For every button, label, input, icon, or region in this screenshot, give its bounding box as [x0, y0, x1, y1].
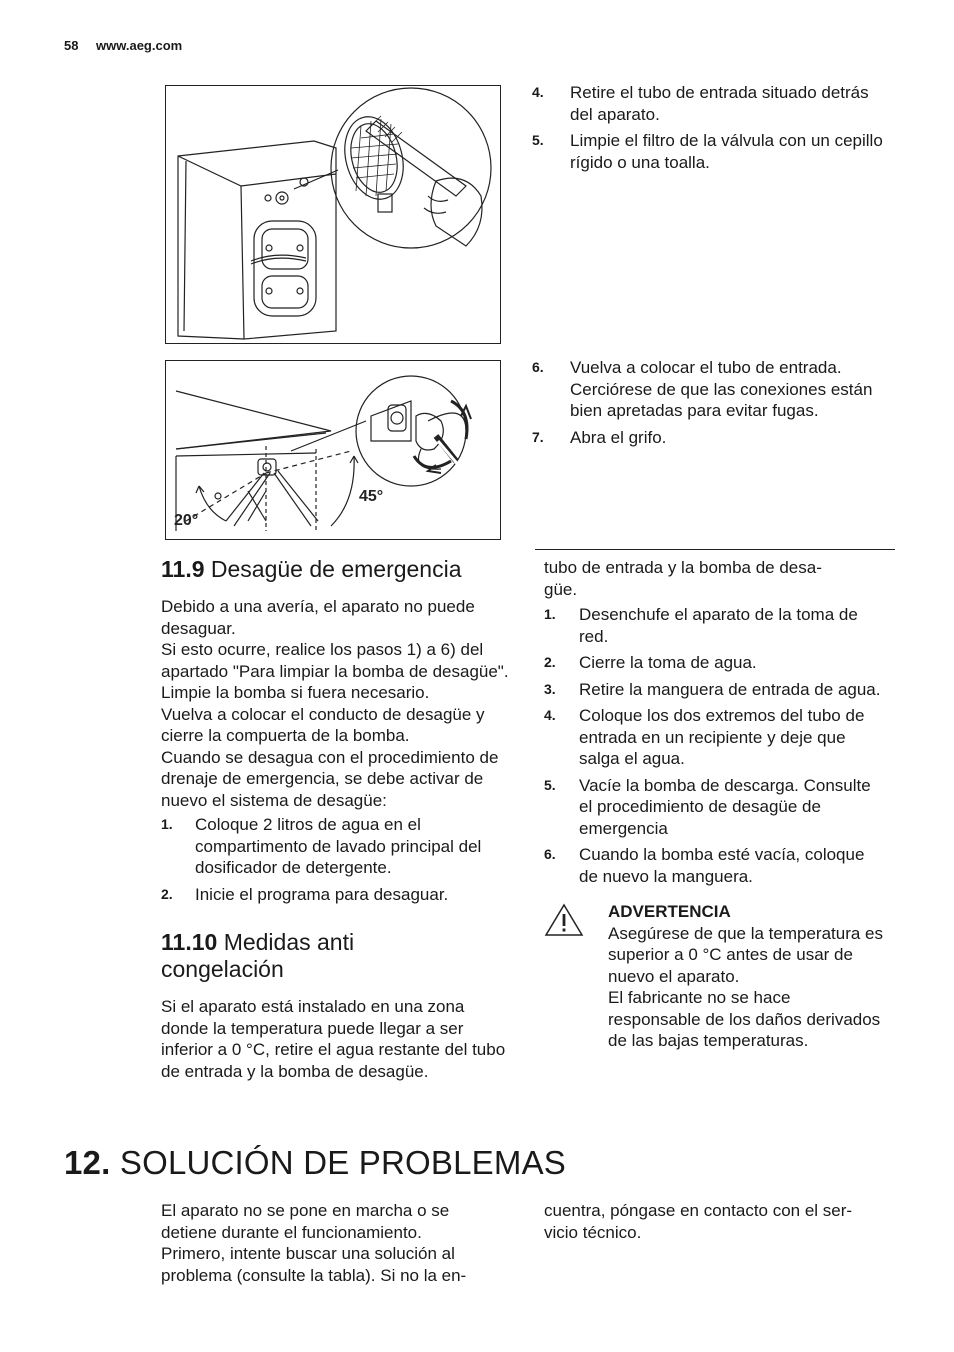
inlet-filter-illustration — [165, 85, 501, 344]
warning-triangle-icon — [544, 903, 584, 937]
list-item — [532, 427, 884, 449]
washing-machine-icon — [166, 86, 500, 343]
step-text: Coloque los dos extremos del tubo de entrada en un recipiente y deje que salga el agua. — [579, 706, 865, 768]
left-column — [161, 556, 511, 1081]
step-text: Abra el grifo. — [570, 427, 667, 447]
list-item — [544, 679, 884, 701]
step-number: 1. — [161, 816, 173, 832]
step-number: 6. — [532, 359, 544, 375]
right-column — [544, 557, 884, 1052]
angle-20-label: 20° — [174, 512, 199, 529]
page-number: 58 — [64, 38, 79, 53]
warning-box — [544, 901, 884, 1052]
list-item — [161, 884, 511, 906]
angle-45-label: 45° — [359, 488, 384, 505]
step-text: Vuelva a colocar el tubo de entrada. Cerciórese de que las conexiones están bien apretadas para evitar fugas. — [570, 358, 873, 420]
chapter-12-paragraph-left: El aparato no se pone en marcha o se detiene durante el funcionamiento. Primero, intente buscar una solución al problema (consulte la tabla). Si no la en- — [161, 1201, 467, 1285]
list-item — [532, 357, 884, 422]
step-number: 1. — [544, 606, 556, 622]
step-number: 2. — [161, 885, 173, 902]
steps-mid — [532, 357, 884, 453]
step-text: Cierre la toma de agua. — [579, 653, 757, 672]
section-11-10-heading — [161, 929, 461, 983]
section-11-10-paragraph: Si el aparato está instalado en una zona donde la temperatura puede llegar a ser inferior a 0 °C, retire el agua restante del tubo de entrada y la bomba de desagüe. — [161, 997, 506, 1081]
section-divider — [535, 549, 895, 550]
hose-angle-icon — [166, 361, 500, 539]
list-item — [544, 775, 884, 840]
step-text: Retire el tubo de entrada situado detrás del aparato. — [570, 83, 869, 124]
warning-text: Asegúrese de que la temperatura es superior a 0 °C antes de usar de nuevo el aparato. El fabricante no se hace responsable de los daños derivados de las bajas temperaturas. — [608, 923, 884, 1050]
section-number: 11.9 — [161, 556, 205, 582]
header-url: www.aeg.com — [96, 38, 183, 53]
step-text: Coloque 2 litros de agua en el compartimento de lavado principal del dosificador de detergente. — [195, 815, 482, 877]
step-number: 4. — [532, 84, 544, 100]
step-number: 5. — [544, 776, 556, 793]
list-item — [544, 705, 884, 770]
section-title: Desagüe de emergencia — [210, 556, 462, 582]
step-number: 4. — [544, 707, 556, 723]
section-11-10-continuation: tubo de entrada y la bomba de desa- güe. — [544, 558, 822, 599]
step-text: Inicie el programa para desaguar. — [195, 884, 449, 904]
list-item — [532, 130, 892, 173]
step-number: 5. — [532, 132, 544, 148]
step-number: 7. — [532, 428, 544, 445]
section-number: 11.10 — [161, 929, 218, 955]
chapter-number: 12. — [64, 1144, 111, 1181]
step-text: Retire la manguera de entrada de agua. — [579, 679, 881, 699]
chapter-title: SOLUCIÓN DE PROBLEMAS — [119, 1144, 566, 1181]
list-item — [161, 814, 511, 879]
step-text: Limpie el filtro de la válvula con un cepillo rígido o una toalla. — [570, 131, 883, 172]
chapter-12-heading — [64, 1143, 566, 1183]
steps-top — [532, 82, 892, 178]
list-item — [544, 604, 884, 647]
section-11-9-heading — [161, 556, 511, 583]
chapter-12-paragraph-right: cuentra, póngase en contacto con el ser- vicio técnico. — [544, 1201, 853, 1242]
list-item — [544, 652, 884, 674]
section-title: Medidas anti congelación — [161, 929, 355, 982]
section-11-9-paragraph: Debido a una avería, el aparato no puede desaguar. Si esto ocurre, realice los pasos 1) a 6) del apartado "Para limpiar la bomba de desagüe". Limpie la bomba si fuera necesario. Vuelva a colocar el conducto de desagüe y cierre la compuerta de la bomba. Cuando se desagua con el procedimiento de drenaje de emergencia, se debe activar de nuevo el sistema de desagüe: — [161, 597, 509, 810]
step-number: 3. — [544, 680, 556, 697]
step-text: Vacíe la bomba de descarga. Consulte el procedimiento de desagüe de emergencia — [579, 775, 871, 838]
step-text: Desenchufe el aparato de la toma de red. — [579, 605, 858, 646]
step-number: 2. — [544, 654, 556, 670]
step-number: 6. — [544, 846, 556, 862]
warning-title: ADVERTENCIA — [608, 902, 731, 921]
list-item — [544, 844, 884, 887]
hose-connection-illustration — [165, 360, 501, 540]
step-text: Cuando la bomba esté vacía, coloque de nuevo la manguera. — [579, 845, 865, 886]
list-item — [532, 82, 892, 125]
